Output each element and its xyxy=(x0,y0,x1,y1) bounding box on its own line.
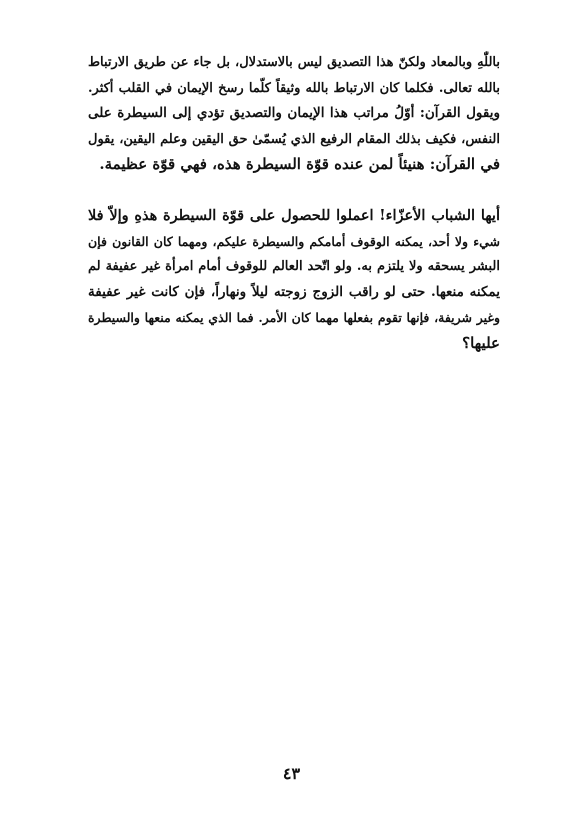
text-line: يمكنه منعها. حتى لو راقب الزوج زوجته ليلاً ونهاراً، فإن كانت غير عفيفة xyxy=(88,283,500,300)
text-line: شيء ولا أحد، يمكنه الوقوف أمامكم والسيطرة عليكم، ومهما كان القانون فإن xyxy=(88,233,500,249)
text-line: في القرآن: هنيئاً لمن عنده قوّة السيطرة هذه، فهي قوّة عظيمة. xyxy=(99,155,500,173)
text-line: أيها الشباب الأعزّاء! اعملوا للحصول على قوّة السيطرة هذهِ وإلاّ فلا xyxy=(88,207,500,224)
text-line: النفس، فكيف بذلك المقام الرفيع الذي يُسمّىٰ حق اليقين وعلم اليقين، يقول xyxy=(88,131,500,147)
paragraph-1 xyxy=(88,50,500,178)
text-line: باللّٰهِ وبالمعاد ولكنّ هذا التصديق ليس بالاستدلال، بل جاء عن طريق الارتباط xyxy=(88,55,500,70)
text-line: عليها؟ xyxy=(462,333,500,352)
text-line: ويقول القرآن: أوّلُ مراتب هذا الإيمان والتصديق تؤدي إلى السيطرة على xyxy=(88,105,500,121)
text-line: بالله تعالى. فكلما كان الارتباط بالله وثيقاً كلّما رسخ الإيمان في القلب أكثر. xyxy=(88,80,500,96)
text-line: البشر يسحقه ولا يلتزم به. ولو اتّحد العالم للوقوف أمام امرأة غير عفيفة لم xyxy=(88,259,500,274)
paragraph-2 xyxy=(88,203,500,356)
text-line: وغير شريفة، فإنها تقوم بفعلها مهما كان الأمر. فما الذي يمكنه منعها والسيطرة xyxy=(88,310,500,325)
page-number: ٤٣ xyxy=(282,764,301,783)
